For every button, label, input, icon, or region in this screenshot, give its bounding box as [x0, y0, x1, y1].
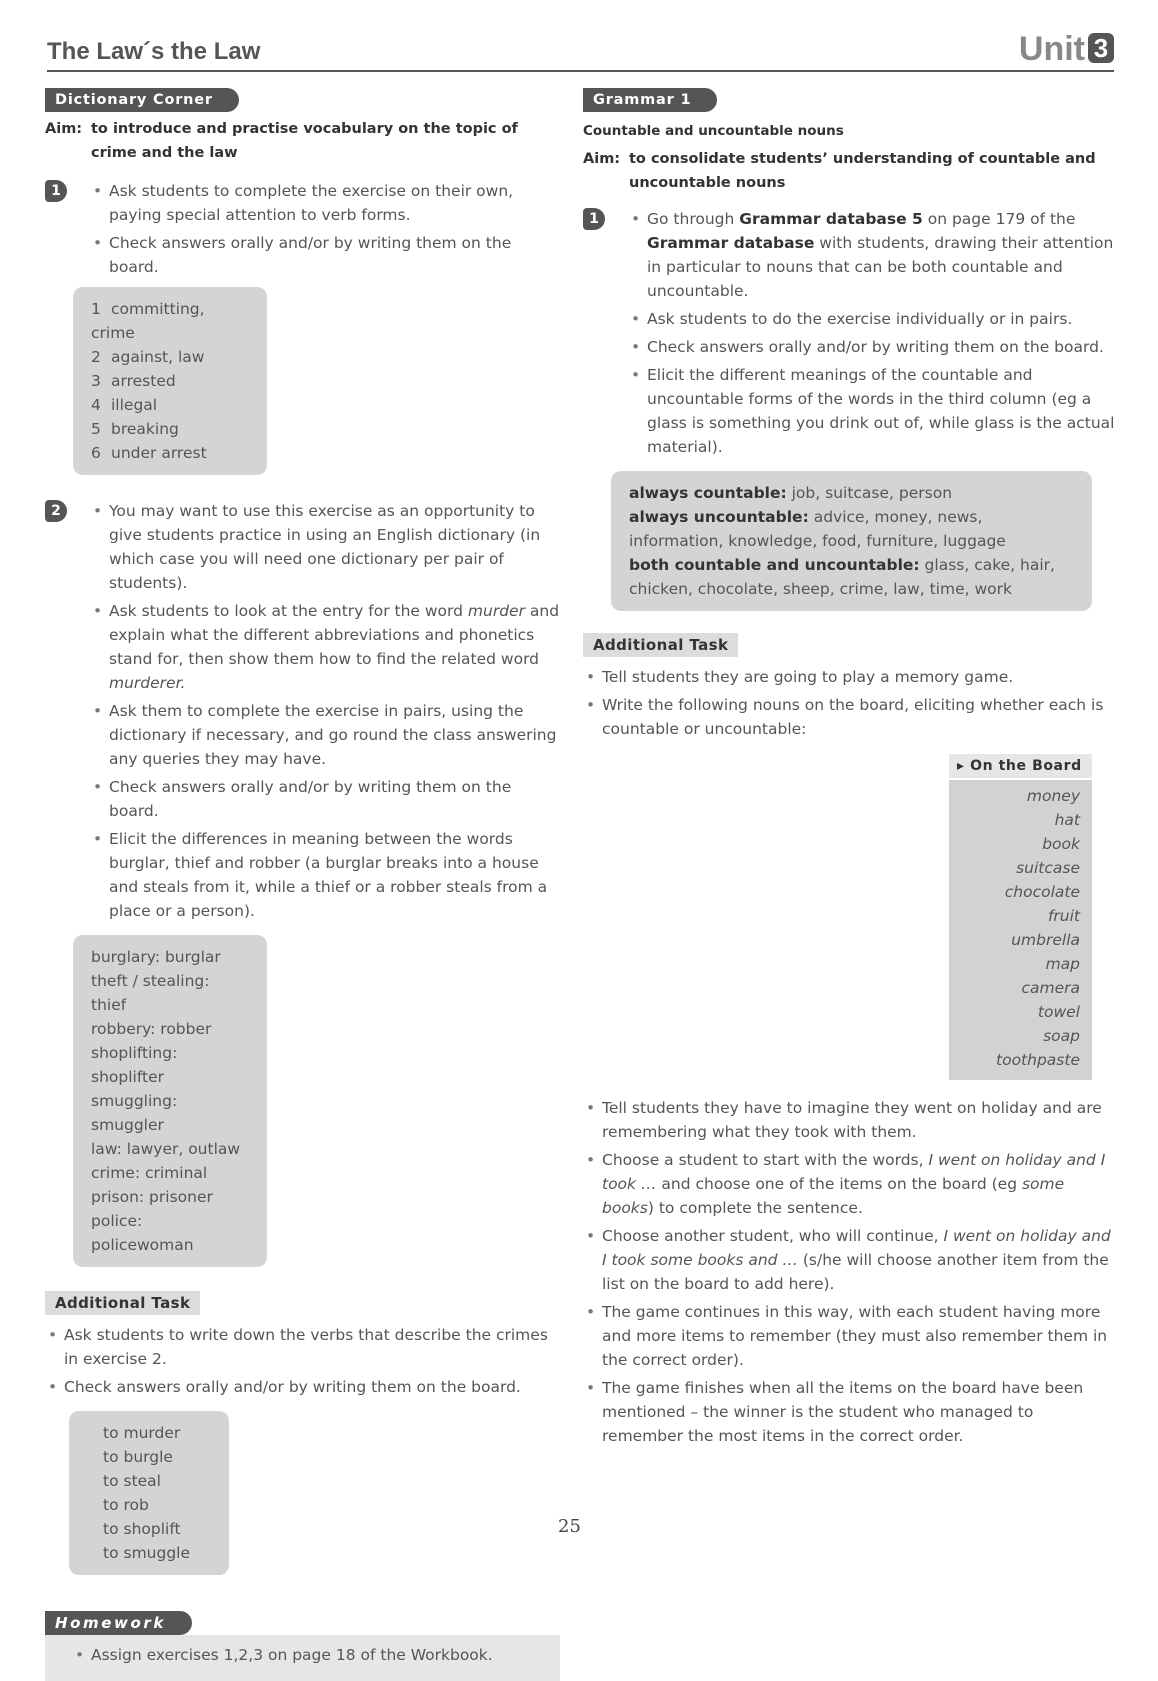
page-number: 25	[558, 1516, 581, 1537]
answer-item: smuggling: smuggler	[91, 1092, 178, 1134]
answer-item: always countable: job, suitcase, person	[629, 484, 953, 502]
bullet: • Tell students they have to imagine they went on holiday and are remembering what they took with them.	[586, 1096, 1118, 1144]
page-header	[47, 30, 1114, 72]
dictionary-corner-tag: Dictionary Corner	[45, 88, 239, 112]
bullet: • Check answers orally and/or by writing them on the board.	[631, 335, 1115, 359]
grammar-aim	[583, 147, 1115, 195]
answer-box-grammar	[611, 471, 1092, 611]
bullet: • You may want to use this exercise as an opportunity to give students practice in using an English dictionary (in which case you will need one dictionary per pair of students).	[93, 499, 560, 595]
bullet: • Ask students to look at the entry for the word murder and explain what the different abbreviations and phonetics stand for, then show them how to find the related word murderer.	[93, 599, 560, 695]
answer-item: theft / stealing: thief	[91, 972, 210, 1014]
board-item: money	[1026, 787, 1080, 805]
bullet: • Tell students they are going to play a memory game.	[586, 665, 1115, 689]
board-item: fruit	[1047, 907, 1080, 925]
aim-label: Aim:	[583, 151, 621, 167]
answer-item: to steal	[103, 1472, 161, 1490]
exercise-number-badge: 2	[45, 500, 67, 522]
on-the-board-title: ▸ On the Board	[949, 754, 1092, 778]
board-item: map	[1045, 955, 1080, 973]
answer-box-verbs	[69, 1411, 229, 1575]
answer-item: always uncountable: advice, money, news, information, knowledge, food, furniture, luggage	[629, 508, 1006, 550]
answer-item: to shoplift	[103, 1520, 181, 1538]
exercise-number-badge: 1	[583, 208, 605, 230]
aim-text: to introduce and practise vocabulary on the topic of crime and the law	[91, 121, 518, 161]
answer-item: police: policewoman	[91, 1212, 194, 1254]
on-the-board-list	[949, 780, 1092, 1080]
bullet: • The game finishes when all the items on the board have been mentioned – the winner is the student who managed to remember the most items in the correct order.	[586, 1376, 1118, 1448]
board-item: suitcase	[1016, 859, 1080, 877]
bullet: • Ask them to complete the exercise in pairs, using the dictionary if necessary, and go round the class answering any queries they may have.	[93, 699, 560, 771]
additional-task-tag: Additional Task	[45, 1291, 200, 1315]
homework-section	[45, 1611, 560, 1681]
aim-text: to consolidate students’ understanding of countable and uncountable nouns	[629, 151, 1096, 191]
answer-item: to murder	[103, 1424, 181, 1442]
bullet: • Choose another student, who will continue, I went on holiday and I took some books and … (s/he will choose another item from the list on the board to add here).	[586, 1224, 1118, 1296]
answer-box-ex1	[73, 287, 267, 475]
answer-item: burglary: burglar	[91, 948, 221, 966]
grammar-tag: Grammar 1	[583, 88, 717, 112]
bullet: • Assign exercises 1,2,3 on page 18 of the Workbook.	[75, 1643, 546, 1667]
board-item: toothpaste	[996, 1051, 1080, 1069]
board-item: towel	[1037, 1003, 1080, 1021]
additional-task-bullets	[45, 1323, 560, 1399]
answer-item: prison: prisoner	[91, 1188, 213, 1206]
bullet: • Ask students to complete the exercise on their own, paying special attention to verb forms.	[93, 179, 560, 227]
answer-item: 5 breaking	[91, 420, 179, 438]
answer-item: both countable and uncountable: glass, cake, hair, chicken, chocolate, sheep, crime, law, time, work	[629, 556, 1055, 598]
bullet: • Check answers orally and/or by writing them on the board.	[93, 775, 560, 823]
answer-item: 1 committing, crime	[91, 300, 205, 342]
homework-tag: Homework	[45, 1611, 192, 1635]
additional-task-bullets-top	[583, 665, 1115, 741]
bullet: • Go through Grammar database 5 on page 179 of the Grammar database with students, drawing their attention in particular to nouns that can be both countable and uncountable.	[631, 207, 1115, 303]
answer-item: to burgle	[103, 1448, 173, 1466]
board-item: soap	[1043, 1027, 1080, 1045]
dictionary-exercise-1	[45, 179, 560, 475]
board-item: chocolate	[1004, 883, 1080, 901]
bullet: • Ask students to do the exercise individually or in pairs.	[631, 307, 1115, 331]
bullet: • Ask students to write down the verbs that describe the crimes in exercise 2.	[48, 1323, 560, 1371]
answer-item: 3 arrested	[91, 372, 176, 390]
answer-item: 6 under arrest	[91, 444, 207, 462]
unit-number-badge: 3	[1088, 33, 1114, 63]
answer-item: to rob	[103, 1496, 149, 1514]
on-the-board-box	[949, 754, 1092, 1080]
additional-task-right	[583, 633, 1115, 741]
unit-label	[1019, 30, 1114, 68]
board-item: hat	[1054, 811, 1080, 829]
answer-item: 4 illegal	[91, 396, 158, 414]
exercise-number-badge: 1	[45, 180, 67, 202]
unit-word: Unit	[1018, 30, 1085, 68]
grammar-subheading: Countable and uncountable nouns	[583, 123, 844, 139]
grammar-exercise-1	[583, 207, 1115, 611]
bullet: • Elicit the differences in meaning between the words burglar, thief and robber (a burglar breaks into a house and steals from it, while a thief or a robber steals from a place or a person).	[93, 827, 560, 923]
answer-item: crime: criminal	[91, 1164, 208, 1182]
dictionary-aim	[45, 117, 560, 165]
bullet: • The game continues in this way, with each student having more and more items to remember (they must also remember them in the correct order).	[586, 1300, 1118, 1372]
homework-box	[45, 1635, 560, 1681]
board-item: camera	[1021, 979, 1080, 997]
answer-item: robbery: robber	[91, 1020, 212, 1038]
additional-task-bullets-bottom	[583, 1096, 1118, 1452]
additional-task-tag: Additional Task	[583, 633, 738, 657]
board-item: book	[1042, 835, 1080, 853]
answer-item: to smuggle	[103, 1544, 191, 1562]
bullet: • Check answers orally and/or by writing them on the board.	[48, 1375, 560, 1399]
bullet: • Elicit the different meanings of the countable and uncountable forms of the words in the third column (eg a glass is something you drink out of, while glass is the actual material).	[631, 363, 1115, 459]
answer-item: 2 against, law	[91, 348, 205, 366]
additional-task-left	[45, 1291, 560, 1575]
page-title: The Law´s the Law	[47, 38, 261, 65]
bullet: • Check answers orally and/or by writing them on the board.	[93, 231, 560, 279]
bullet: • Choose a student to start with the words, I went on holiday and I took … and choose one of the items on the board (eg some books) to complete the sentence.	[586, 1148, 1118, 1220]
aim-label: Aim:	[45, 121, 83, 137]
bullet: • Write the following nouns on the board, eliciting whether each is countable or uncountable:	[586, 693, 1115, 741]
answer-item: shoplifting: shoplifter	[91, 1044, 178, 1086]
answer-box-ex2	[73, 935, 267, 1267]
answer-item: law: lawyer, outlaw	[91, 1140, 241, 1158]
board-item: umbrella	[1011, 931, 1080, 949]
dictionary-exercise-2	[45, 499, 560, 1267]
left-column	[45, 88, 560, 1681]
